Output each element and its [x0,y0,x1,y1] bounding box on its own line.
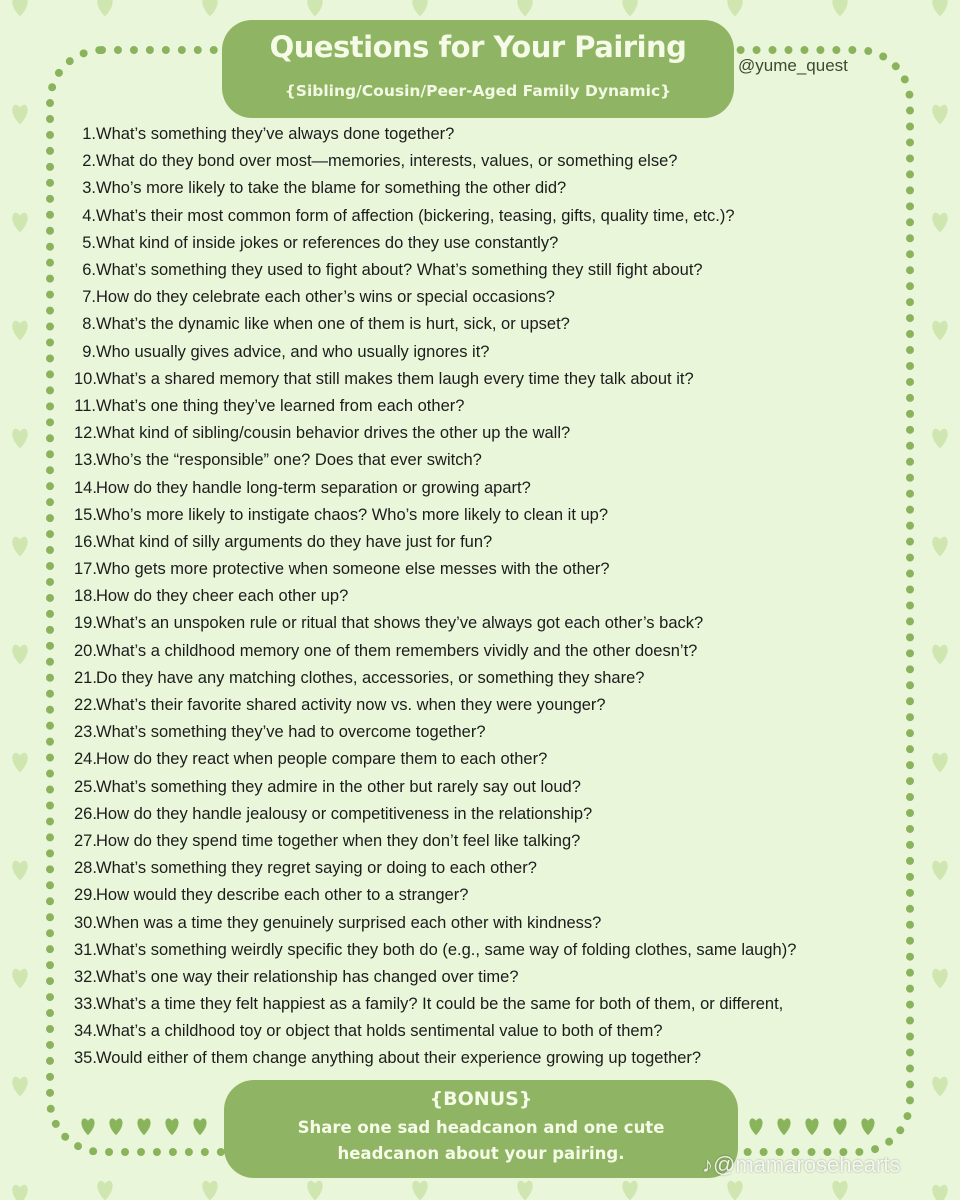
question-text: What’s their most common form of affection (bickering, teasing, gifts, quality time, etc.)? [96,206,735,225]
question-item [74,502,894,529]
background-heart-icon [517,1181,532,1200]
tiktok-watermark: ♪@mamarosehearts [702,1152,901,1177]
question-text: When was a time they genuinely surprised each other with kindness? [96,913,602,932]
question-text: Who’s more likely to instigate chaos? Who’s more likely to clean it up? [96,505,609,524]
question-text: What’s one way their relationship has changed over time? [96,967,519,986]
question-item [74,855,894,882]
question-item [74,203,894,230]
background-heart-icon [12,321,27,341]
question-text: What’s something they’ve had to overcome together? [96,723,486,742]
question-item [74,828,894,855]
question-text: Who usually gives advice, and who usually ignores it? [96,342,490,361]
question-item [74,230,894,257]
background-heart-icon [932,1077,947,1097]
background-heart-icon [932,0,947,16]
question-item [74,937,894,964]
background-heart-icon [727,1181,742,1200]
question-number: 19. [74,614,97,633]
background-heart-icon [97,1181,112,1200]
background-heart-icon [12,969,27,989]
question-number: 21. [74,668,97,687]
question-item [74,665,894,692]
background-heart-icon [622,1181,637,1200]
question-text: How do they handle long-term separation or growing apart? [96,478,531,497]
question-number: 9. [82,342,96,361]
background-heart-icon [932,105,947,125]
question-number: 32. [74,967,97,986]
background-heart-icon [12,105,27,125]
question-number: 6. [82,261,96,280]
question-item [74,1045,894,1072]
question-number: 22. [74,696,97,715]
question-item [74,257,894,284]
question-item [74,964,894,991]
question-number: 27. [74,831,97,850]
question-text: What’s something they’ve always done together? [96,125,455,144]
background-heart-icon [97,0,112,16]
question-item [74,801,894,828]
question-text: What’s a childhood toy or object that holds sentimental value to both of them? [96,1022,663,1041]
question-text: What’s the dynamic like when one of them is hurt, sick, or upset? [96,315,570,334]
question-text: What’s something weirdly specific they both do (e.g., same way of folding clothes, same laugh)? [96,940,797,959]
question-item [74,692,894,719]
question-number: 20. [74,641,97,660]
background-heart-icon [202,1181,217,1200]
question-number: 33. [74,995,97,1014]
question-text: Do they have any matching clothes, accessories, or something they share? [96,668,645,687]
question-item [74,1018,894,1045]
question-number: 24. [74,750,97,769]
bonus-line-2: headcanon about your pairing. [337,1144,625,1163]
background-heart-icon [932,753,947,773]
question-number: 18. [74,587,97,606]
background-heart-icon [727,0,742,16]
question-list [74,121,894,1073]
background-heart-icon [412,0,427,16]
question-number: 29. [74,886,97,905]
question-number: 5. [82,233,96,252]
background-heart-icon [307,1181,322,1200]
question-number: 23. [74,723,97,742]
background-heart-icon [12,753,27,773]
question-number: 35. [74,1049,97,1068]
question-number: 12. [74,424,97,443]
question-text: What’s something they regret saying or doing to each other? [96,859,537,878]
background-heart-icon [832,0,847,16]
question-item [74,909,894,936]
page-title: Questions for Your Pairing [269,30,687,64]
background-heart-icon [932,1185,947,1200]
question-number: 10. [74,369,97,388]
question-text: What kind of sibling/cousin behavior drives the other up the wall? [96,424,571,443]
question-item [74,882,894,909]
question-number: 16. [74,532,97,551]
bonus-banner [224,1080,738,1178]
question-number: 3. [82,179,96,198]
background-heart-icon [12,861,27,881]
question-item [74,719,894,746]
question-text: What’s a time they felt happiest as a family? It could be the same for both of them, or different, [96,995,784,1014]
question-text: What’s an unspoken rule or ritual that shows they’ve always got each other’s back? [96,614,704,633]
background-heart-icon [932,969,947,989]
question-number: 4. [82,206,96,225]
question-text: What’s one thing they’ve learned from each other? [96,396,465,415]
question-text: How do they handle jealousy or competitiveness in the relationship? [96,804,593,823]
background-heart-icon [932,429,947,449]
page-subtitle: {Sibling/Cousin/Peer-Aged Family Dynamic} [284,82,672,100]
question-text: How would they describe each other to a stranger? [96,886,469,905]
question-item [74,420,894,447]
question-item [74,746,894,773]
question-number: 8. [82,315,96,334]
question-item [74,474,894,501]
question-item [74,121,894,148]
question-number: 15. [74,505,97,524]
background-heart-icon [12,537,27,557]
question-item [74,638,894,665]
question-item [74,311,894,338]
question-item [74,393,894,420]
question-item [74,774,894,801]
question-text: How do they react when people compare them to each other? [96,750,548,769]
bonus-title: {BONUS} [429,1088,533,1110]
background-heart-icon [12,1077,27,1097]
background-heart-icon [832,1181,847,1200]
question-item [74,529,894,556]
question-item [74,991,894,1018]
background-heart-icon [307,0,322,16]
question-item [74,556,894,583]
background-heart-icon [517,0,532,16]
question-number: 34. [74,1022,97,1041]
question-item [74,610,894,637]
question-number: 2. [82,152,96,171]
question-number: 11. [74,396,96,415]
question-number: 31. [74,940,97,959]
question-item [74,366,894,393]
background-heart-icon [12,645,27,665]
background-heart-icon [12,1185,27,1200]
question-number: 1. [82,125,96,144]
question-number: 26. [74,804,97,823]
question-text: Would either of them change anything about their experience growing up together? [96,1049,702,1068]
question-item [74,447,894,474]
background-heart-icon [622,0,637,16]
question-text: What kind of silly arguments do they have just for fun? [96,532,493,551]
question-number: 28. [74,859,97,878]
background-heart-icon [12,429,27,449]
background-heart-icon [202,0,217,16]
question-number: 30. [74,913,97,932]
question-item [74,339,894,366]
question-text: How do they cheer each other up? [96,587,349,606]
question-item [74,284,894,311]
background-heart-icon [412,1181,427,1200]
question-number: 7. [82,288,96,307]
question-text: What kind of inside jokes or references do they use constantly? [96,233,559,252]
question-text: Who gets more protective when someone else messes with the other? [96,560,610,579]
question-number: 25. [74,777,97,796]
background-heart-icon [12,213,27,233]
question-number: 14. [74,478,97,497]
question-text: How do they celebrate each other’s wins or special occasions? [96,288,555,307]
background-heart-icon [932,645,947,665]
question-number: 17. [74,560,97,579]
question-text: What’s something they admire in the other but rarely say out loud? [96,777,581,796]
background-heart-icon [932,537,947,557]
author-handle: @yume_quest [738,56,848,75]
background-heart-icon [932,861,947,881]
question-text: What do they bond over most—memories, interests, values, or something else? [96,152,678,171]
question-text: What’s something they used to fight about? What’s something they still fight about? [96,261,703,280]
question-text: Who’s the “responsible” one? Does that ever switch? [96,451,482,470]
background-heart-icon [12,0,27,16]
background-heart-icon [932,321,947,341]
title-banner [222,20,734,118]
bonus-line-1: Share one sad headcanon and one cute [297,1118,665,1137]
background-heart-icon [932,213,947,233]
question-text: How do they spend time together when they don’t feel like talking? [96,831,581,850]
question-number: 13. [74,451,97,470]
question-text: What’s their favorite shared activity now vs. when they were younger? [96,696,606,715]
question-text: What’s a childhood memory one of them remembers vividly and the other doesn’t? [96,641,698,660]
question-text: What’s a shared memory that still makes them laugh every time they talk about it? [96,369,694,388]
question-item [74,148,894,175]
question-item [74,175,894,202]
question-item [74,583,894,610]
question-text: Who’s more likely to take the blame for something the other did? [96,179,567,198]
